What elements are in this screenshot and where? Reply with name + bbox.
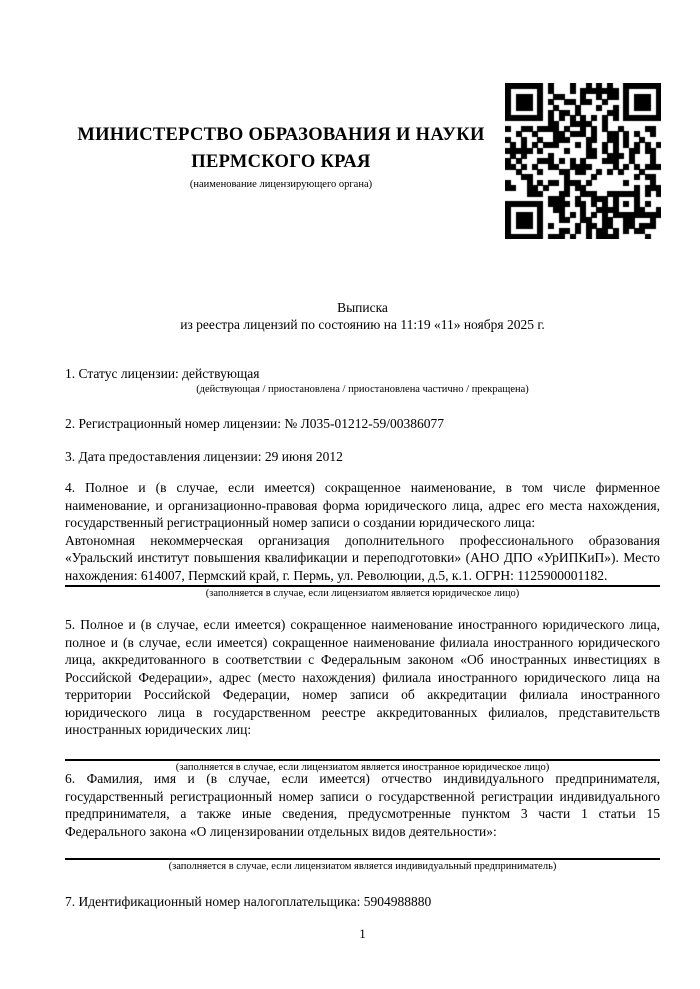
entrepreneur-blank-value <box>65 840 660 857</box>
ministry-name-line1: МИНИСТЕРСТВО ОБРАЗОВАНИЯ И НАУКИ <box>77 125 485 145</box>
grant-date-text: 3. Дата предоставления лицензии: 29 июня 2012 <box>65 449 343 464</box>
item-entrepreneur <box>65 770 660 873</box>
registration-number-text: 2. Регистрационный номер лицензии: № Л035-01212-59/00386077 <box>65 416 445 431</box>
item-grant-date <box>65 448 660 466</box>
ministry-name-line2: ПЕРМСКОГО КРАЯ <box>191 152 371 172</box>
taxpayer-number-text: 7. Идентификационный номер налогоплательщика: 5904988880 <box>65 894 432 909</box>
page-number: 1 <box>359 926 366 941</box>
foreign-entity-label: 5. Полное и (в случае, если имеется) сокращенное наименование иностранного юридического лица, полное и (в случае, если имеется) сокращенное наименование филиала иностранного юридического лица, аккредитованного в соответствии с Федеральным законом «Об иностранных инвестициях в Российской Федерации», адрес (место нахождения) филиала иностранного юридического лица на территории Российской Федерации, номер записи об аккредитации филиала иностранного юридического лица в государственном реестре аккредитованных филиалов, представительств иностранных юридических лиц: <box>65 617 660 737</box>
document-title-line2: из реестра лицензий по состоянию на 11:19 «11» ноября 2025 г. <box>180 316 545 332</box>
qr-code-icon <box>505 83 661 239</box>
foreign-entity-caption: (заполняется в случае, если лицензиатом является иностранное юридическое лицо) <box>175 761 550 773</box>
item-legal-entity <box>65 479 660 600</box>
entrepreneur-caption: (заполняется в случае, если лицензиатом является индивидуальный предприниматель) <box>168 861 557 872</box>
licensing-authority-header <box>65 122 497 191</box>
item-registration-number <box>65 415 660 433</box>
license-status-options-caption: (действующая / приостановлена / приостановлена частично / прекращена) <box>196 383 529 395</box>
document-title <box>65 300 660 333</box>
document-title-line1: Выписка <box>337 300 388 315</box>
license-status-text: 1. Статус лицензии: действующая <box>65 366 260 381</box>
legal-entity-label: 4. Полное и (в случае, если имеется) сокращенное наименование, в том числе фирменное наименование, и организационно-правовая форма юридического лица, адрес его места нахождения, государственный регистрационный номер записи о создании юридического лица: <box>65 480 660 530</box>
legal-entity-caption: (заполняется в случае, если лицензиатом является юридическое лицо) <box>205 588 520 599</box>
item-foreign-entity <box>65 616 660 774</box>
foreign-entity-blank-value <box>65 739 660 758</box>
legal-entity-value: Автономная некоммерческая организация дополнительного профессионального образования «Уральский институт повышения квалификации и переподготовки» (АНО ДПО «УрИПКиП»). Место нахождения: 614007, Пермский край, г. Пермь, ул. Революции, д.5, к.1. ОГРН: 1125900001182. <box>65 532 660 583</box>
ministry-caption: (наименование лицензирующего органа) <box>189 179 373 190</box>
item-license-status <box>65 365 660 396</box>
item-taxpayer-number <box>65 893 660 911</box>
entrepreneur-label: 6. Фамилия, имя и (в случае, если имеется) отчество индивидуального предпринимателя, государственный регистрационный номер записи о государственной регистрации индивидуального предпринимателя, а также иные сведения, предусмотренные пунктом 3 части 1 статьи 15 Федерального закона «О лицензировании отдельных видов деятельности»: <box>65 771 660 839</box>
